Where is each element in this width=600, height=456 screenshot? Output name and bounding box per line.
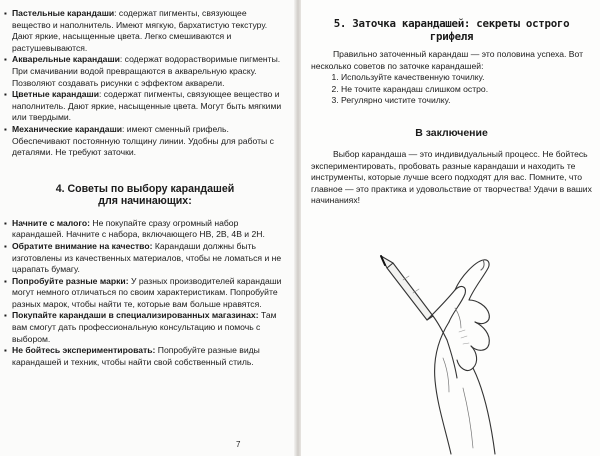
section-4-title-line2: для начинающих: (98, 195, 192, 208)
section-5-title-line1: 5. Заточка карандашей: секреты острого (333, 17, 570, 30)
list-item-term: Механические карандаши (12, 123, 123, 134)
section-4-heading (4, 183, 286, 208)
list-item-text: : содержат пигменты, связующее вещество и наполнитель. Дают яркие, насыщенные цвета. Могут быть мягкими или твердыми. (12, 89, 282, 123)
section-4-title-line1: 4. Советы по выбору карандашей (55, 182, 235, 195)
list-item (4, 218, 286, 241)
list-item-term: Попробуйте разные марки: (12, 275, 129, 286)
list-item-text: : имеют сменный грифель. Обеспечивают постоянную толщину линии. Удобны для работы с деталями. Не требуют заточки. (12, 123, 274, 158)
list-item: 2. Не точите карандаш слишком остро. (341, 84, 592, 96)
page-number: 7 (236, 440, 241, 449)
list-item-text: У разных производителей карандаши могут немного отличаться по своим характеристикам. Попробуйте разных марок, чтобы найти те, которые вам больше нравятся. (12, 275, 282, 309)
section-5-heading (311, 18, 592, 43)
beginner-tips-list (4, 218, 286, 369)
list-item: 1. Используйте качественную точилку. (341, 72, 592, 84)
list-item: 3. Регулярно чистите точилку. (341, 95, 592, 107)
sharpening-intro: Правильно заточенный карандаш — это половина успеха. Вот несколько советов по заточке карандашей: (311, 49, 584, 71)
list-item-term: Пастельные карандаши (12, 8, 115, 18)
list-item-term: Цветные карандаши (12, 89, 99, 100)
list-item (4, 241, 286, 276)
list-item (4, 124, 286, 159)
conclusion-heading: В заключение (415, 126, 488, 139)
list-item-text: Карандаши должны быть изготовлены из качественных материалов, чтобы не ломаться и не царапать бумагу. (12, 240, 282, 275)
pencil-types-list (4, 8, 286, 159)
list-item (4, 89, 286, 124)
sharpening-steps-list (311, 72, 592, 107)
list-item (4, 276, 286, 311)
list-item (4, 310, 286, 345)
list-item-text: Попробуйте разные виды карандашей и техник, чтобы найти свой собственный стиль. (12, 345, 260, 367)
list-item-term: Начните с малого: (12, 217, 90, 228)
left-page (0, 0, 296, 456)
list-item-term: Обратите внимание на качество: (12, 240, 153, 251)
hand-holding-pencil-illustration (343, 248, 543, 456)
conclusion-text: Выбор карандаша — это индивидуальный процесс. Не бойтесь экспериментировать, пробовать разные карандаши и находить те инструменты, которые лучше всего подходят для вас. Помните, что главное — это практика и удовольствие от творчества! Удачи в ваших начинаниях! (311, 148, 592, 206)
list-item-term: Акварельные карандаши (12, 54, 120, 65)
list-item-term: Покупайте карандаши в специализированных магазинах: (12, 310, 259, 321)
section-5-title-line2: грифеля (429, 29, 474, 43)
list-item-text: : содержат пигменты, связующее вещество и наполнитель. Имеют мягкую, бархатистую текстуру. Дают яркие, насыщенные цвета. Легко смешиваются и растушевываются. (12, 8, 268, 53)
list-item-term: Не бойтесь экспериментировать: (12, 345, 156, 356)
list-item-text: Не покупайте сразу огромный набор карандашей. Начните с набора, включающего HB, 2B, 4B и 2H. (12, 217, 265, 240)
list-item-text: Там вам смогут дать профессиональную консультацию и помочь с выбором. (12, 310, 277, 344)
list-item (4, 54, 286, 89)
list-item (4, 345, 286, 368)
list-item (4, 8, 286, 54)
list-item-text: : содержат водорастворимые пигменты. При смачивании водой превращаются в акварельную краску. Позволяют создавать рисунки с эффектом акварели. (12, 54, 281, 88)
